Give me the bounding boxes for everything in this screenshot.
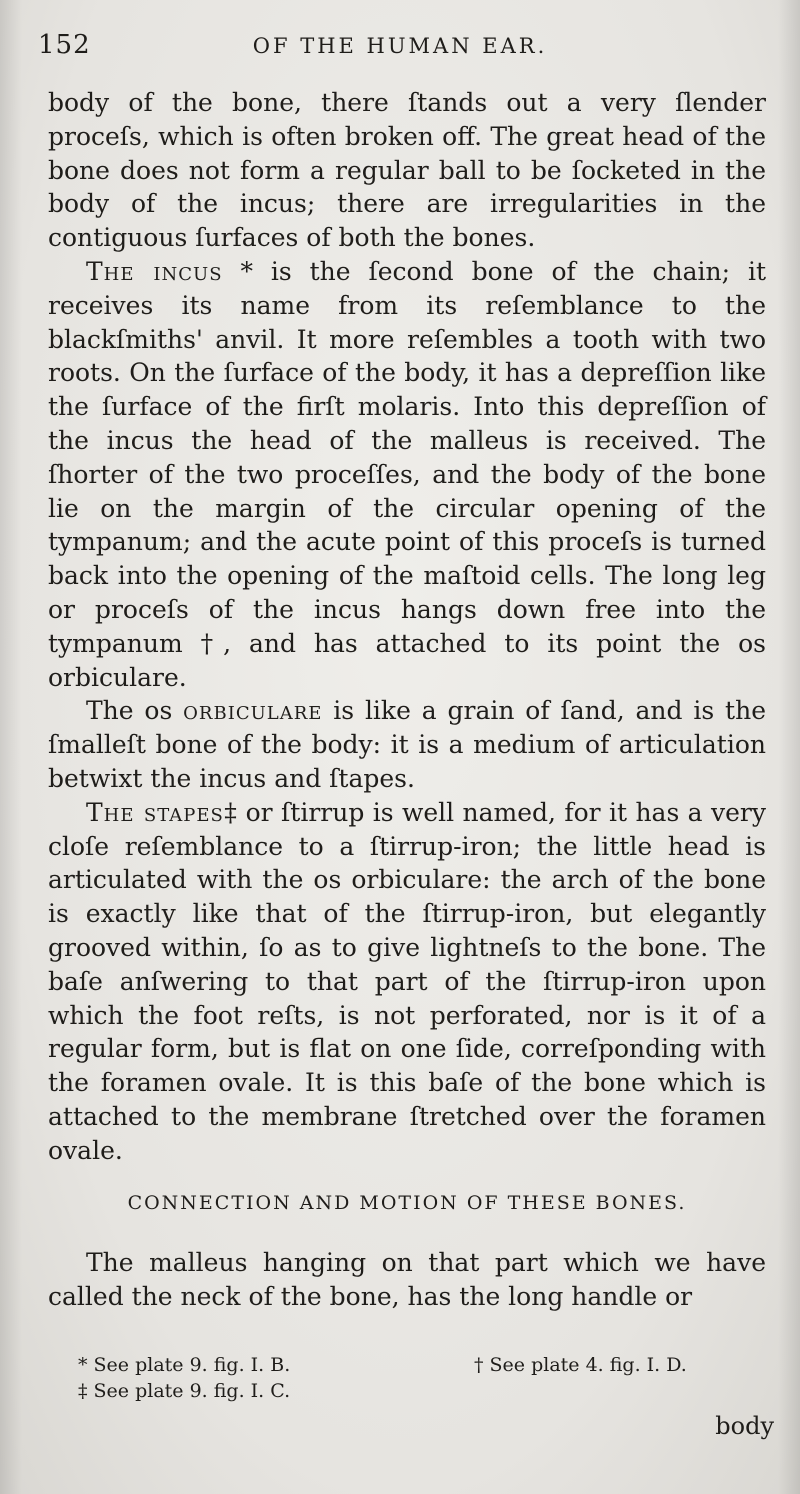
paragraph-text: * is the ſecond bone of the chain; it receives its name from its reſemblance to the blackſmiths' anvil. It more reſembles a tooth with two roots. On the ſurface of the body, it has a depreſſion like the ſurface of the firſt molaris. Into this depreſſion of the incus the head of the malleus is received. The ſhorter of the two proceſſes, and the body of the bone lie on the margin of the circular opening of the tympanum; and the acute point of this proceſs is turned back into the opening of the maſtoid cells. The long leg or proceſs of the incus hangs down free into the tympanum †, and has attached to its point the os orbiculare. [48,256,766,692]
page-header [38,30,762,66]
paragraph-lead: The incus [86,256,223,286]
section-heading: CONNECTION AND MOTION OF THESE BONES. [127,1192,687,1214]
paragraph-malleus: The malleus hanging on that part which we have called the neck of the bone, has the long handle or [48,1248,766,1311]
catchword: body [715,1412,774,1440]
paragraph-text: is like a grain of ſand, and is the ſmalleſt bone of the body: it is a medium of articulation betwixt the incus and ſtapes. [48,696,766,793]
paragraph-orbiculare [48,694,766,795]
page-number: 152 [38,30,91,60]
paragraph-lead: The stapes [86,797,224,827]
running-title: OF THE HUMAN EAR. [252,34,548,58]
paragraph-stapes [48,796,766,1168]
paragraph-continuation [48,86,766,255]
footnote-dagger: † See plate 4. fig. I. D. [474,1354,687,1376]
section-text [48,1246,766,1314]
footnote-double-dagger: ‡ See plate 9. fig. I. C. [78,1380,291,1402]
footnote-star: * See plate 9. fig. I. B. [78,1354,291,1376]
main-text [48,86,766,1168]
paragraph-incus [48,255,766,694]
paragraph-text: ‡ or ſtirrup is well named, for it has a very cloſe reſemblance to a ſtirrup-iron; the little head is articulated with the os orbiculare: the arch of the bone is exactly like that of the ſtirrup-iron, but elegantly grooved within, ſo as to give lightneſs to the bone. The baſe anſwering to that part of the ſtirrup-iron upon which the foot reſts, is not perforated, nor is it of a regular form, but is flat on one ſide, correſponding with the foramen ovale. It is this baſe of the bone which is attached to the membrane ſtretched over the foramen ovale. [48,797,766,1165]
paragraph-lead-pre: The os [86,696,184,726]
page-edge-shadow-left [0,0,22,1494]
paragraph-text: body of the bone, there ſtands out a very ſlender proceſs, which is often broken off. The great head of the bone does not form a regular ball to be ſocketed in the body of the incus; there are irregularities in the contiguous ſurfaces of both the bones. [48,88,766,253]
page-edge-shadow-right [778,0,800,1494]
paragraph-lead: orbiculare [183,696,323,726]
